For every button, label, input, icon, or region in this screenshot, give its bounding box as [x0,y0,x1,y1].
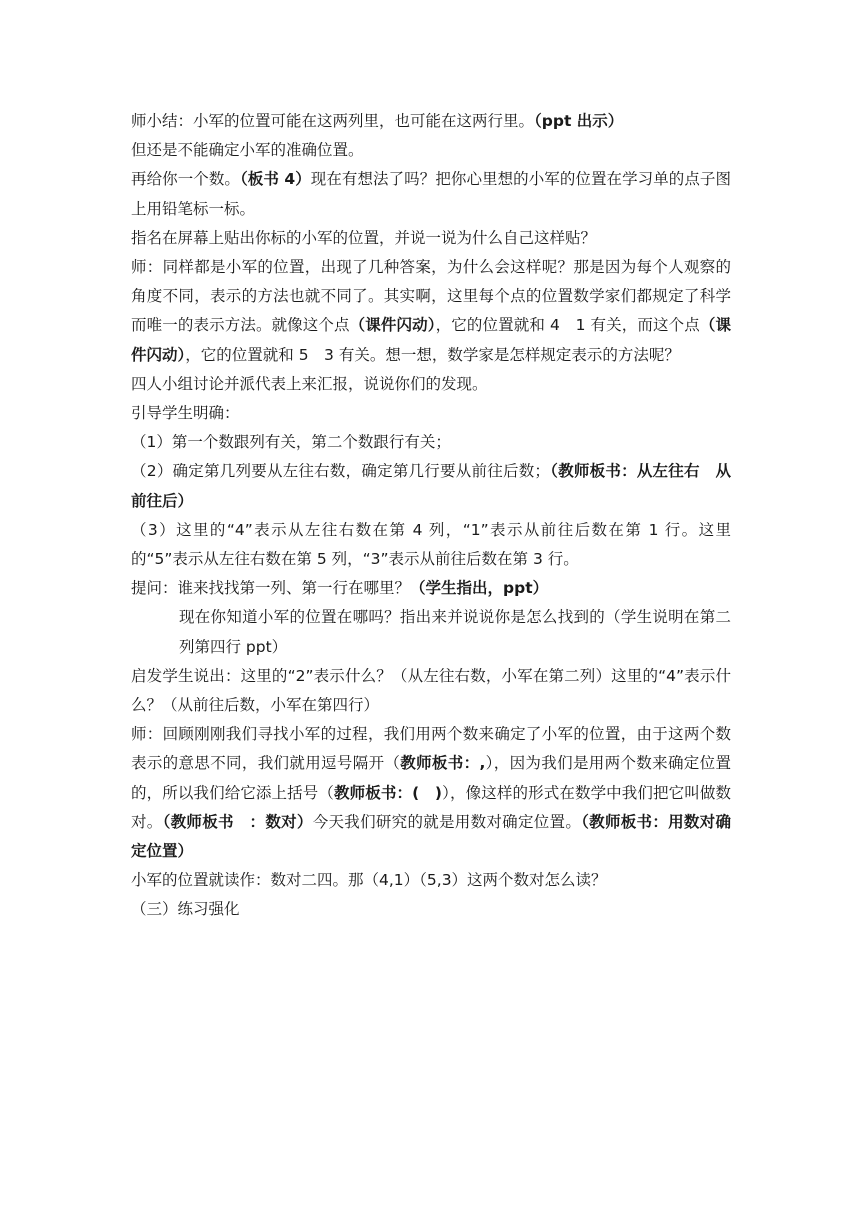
text-run: 师：同样都是小军的位置，出现了几种答案，为什么会这样呢？那是因为每个人观察的角度不同，表示的方法也就不同了。其实啊，这里每个点的位置数学家们都规定了科学而唯一的表示方法。就像这个点 [131,258,731,335]
text-run: 四人小组讨论并派代表上来汇报，说说你们的发现。 [131,374,488,393]
paragraph-6 [131,370,731,399]
text-run: 今天我们研究的就是用数对确定位置。 [312,812,582,831]
text-run: 师：回顾刚刚我们寻找小军的过程，我们用两个数来确定了小军的位置，由于这两个数表示的意思不同，我们就用逗号隔开（ [131,725,731,773]
text-run: 但还是不能确定小军的准确位置。 [131,141,364,160]
paragraph-16 [131,895,731,924]
bold-annotation: （学生指出，ppt） [410,579,549,598]
text-run: 小军的位置就读作：数对二四。那（4,1）（5,3）这两个数对怎么读？ [131,871,607,890]
paragraph-14 [131,720,731,866]
text-run: 现在你知道小军的位置在哪吗？指出来并说说你是怎么找到的（学生说明在第二列第四行 ppt） [179,608,731,656]
paragraph-15 [131,866,731,895]
bold-annotation: 教师板书：( ) [334,783,443,802]
bold-annotation: （课件闪动） [131,316,731,364]
bold-annotation: （ppt 出示） [534,112,624,130]
text-run: （三）练习强化 [131,900,240,919]
text-run: （3）这里的“4”表示从左往右数在第 4 列，“1”表示从前往后数在第 1 行。这里的“5”表示从左往右数在第 5 列，“3”表示从前往后数在第 3 行。 [131,520,731,569]
text-run: ），像这样的形式在数学中我们把它叫做数对。 [131,783,731,831]
text-run: 再给你一个数。 [131,170,240,189]
text-run: 现在有想法了吗？把你心里想的小军的位置在学习单的点子图上用铅笔标一标。 [131,170,731,218]
paragraph-5 [131,253,731,370]
bold-annotation: （教师板书 ：数对） [162,812,313,831]
text-run: 指名在屏幕上贴出你标的小军的位置，并说一说为什么自己这样贴？ [131,228,597,247]
bold-annotation: 教师板书：, [400,754,486,773]
bold-annotation: （课件闪动） [349,316,436,335]
text-run: 提问：谁来找找第一列、第一行在哪里？ [131,579,411,598]
paragraph-11 [131,574,731,603]
text-run: （1）第一个数跟列有关，第二个数跟行有关； [131,433,451,452]
text-run: ，它的位置就和 4 1 有关，而这个点 [435,316,700,335]
text-run: ，它的位置就和 5 3 有关。想一想，数学家是怎样规定表示的方法呢？ [185,345,680,364]
paragraph-12 [131,603,731,661]
paragraph-7 [131,399,731,428]
paragraph-2 [131,136,731,165]
paragraph-4 [131,224,731,253]
paragraph-1 [131,107,731,136]
paragraph-10 [131,516,731,574]
paragraph-8 [131,428,731,457]
text-run: ），因为我们是用两个数来确定位置的，所以我们给它添上括号（ [131,754,731,802]
bold-annotation: （教师板书：从左往右 从前往后） [131,462,731,510]
text-run: 启发学生说出：这里的“2”表示什么？（从左往右数，小军在第二列）这里的“4”表示什么？（从前往后数，小军在第四行） [131,666,731,715]
bold-annotation: （板书 4） [239,170,311,189]
text-run: 引导学生明确： [131,404,240,423]
bold-annotation: （教师板书：用数对确定位置） [131,812,731,861]
paragraph-9 [131,457,731,515]
paragraph-13 [131,662,731,720]
paragraph-3 [131,165,731,223]
text-run: 师小结：小军的位置可能在这两列里，也可能在这两行里。 [131,112,535,130]
text-run: （2）确定第几列要从左往右数，确定第几行要从前往后数； [131,462,550,481]
lesson-plan-text [131,107,731,925]
